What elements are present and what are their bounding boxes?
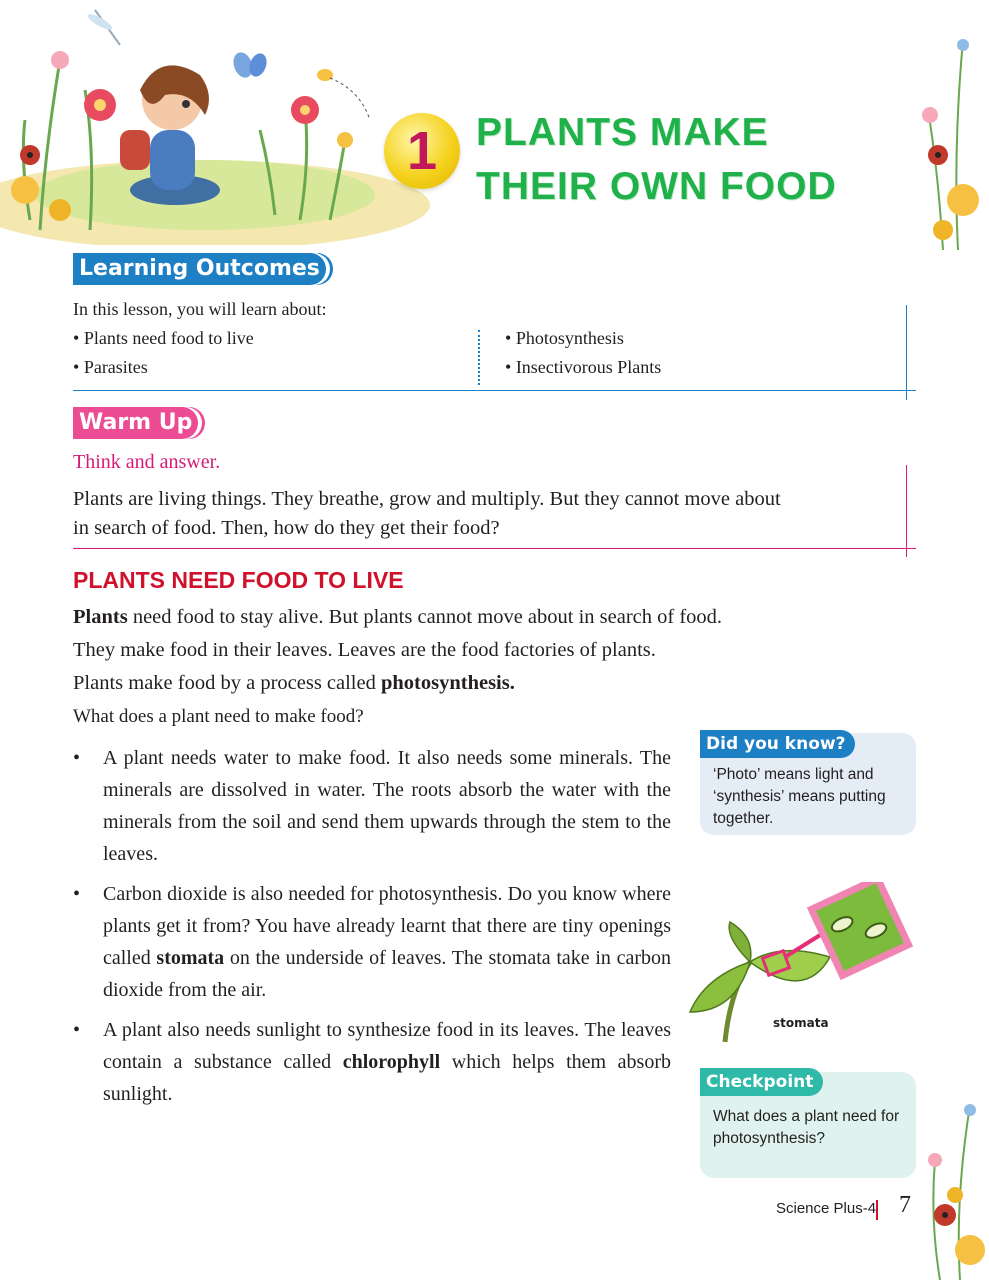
learning-outcome-text: Parasites <box>83 357 148 377</box>
chapter-number: 1 <box>406 121 438 181</box>
page-number: 7 <box>899 1192 911 1218</box>
section-question: What does a plant need to make food? <box>73 706 364 727</box>
checkpoint-text: What does a plant need for photosynthesis? <box>713 1108 900 1147</box>
learning-outcome-item: • Plants need food to live <box>73 328 254 348</box>
footer-book-title: Science Plus-4 <box>776 1200 877 1217</box>
divider-line <box>906 465 907 557</box>
learning-outcome-item: • Photosynthesis <box>505 328 624 348</box>
bullet-text: A plant also needs sunlight to synthesize food in its leaves. The leaves contain a substance called <box>103 1019 671 1073</box>
divider-line <box>73 548 916 549</box>
divider-line <box>73 390 916 391</box>
bullet-icon: • <box>73 883 81 905</box>
paragraph <box>73 601 873 634</box>
divider-line <box>906 305 907 400</box>
bullet-text: Carbon dioxide is also needed for photosynthesis. Do you know where plants get it from? You have already learnt that there are tiny openings called <box>103 883 671 969</box>
learning-outcome-item: • Insectivorous Plants <box>505 357 662 377</box>
warm-up-text-line2: in search of food. Then, how do they get their food? <box>73 517 500 539</box>
bold-term: stomata <box>156 947 225 969</box>
bullet-list <box>73 742 671 1118</box>
paragraph <box>73 667 873 700</box>
leaf-stomata-illustration <box>685 882 915 1042</box>
chapter-title-line2: THEIR OWN FOOD <box>476 165 837 208</box>
column-divider <box>478 330 480 385</box>
warm-up-heading: Warm Up <box>73 407 202 439</box>
footer-divider <box>876 1200 878 1220</box>
bullet-icon: • <box>73 747 81 769</box>
did-you-know-text: ‘Photo’ means light and ‘synthesis’ means putting together. <box>713 766 886 827</box>
floral-border-bottom-right <box>915 1100 989 1280</box>
section-body <box>73 601 873 700</box>
paragraph-text: Plants make food by a process called <box>73 672 381 694</box>
chapter-title <box>476 106 837 214</box>
warm-up-prompt: Think and answer. <box>73 451 221 473</box>
learning-outcome-text: Plants need food to live <box>83 328 254 348</box>
list-item <box>73 1014 671 1110</box>
bold-term: Plants <box>73 606 128 628</box>
bold-term: photosynthesis. <box>380 672 515 694</box>
paragraph: They make food in their leaves. Leaves are the food factories of plants. <box>73 639 656 661</box>
bullet-text: on the underside of leaves. The stomata take in carbon dioxide from the air. <box>103 947 671 1001</box>
bullet-icon: • <box>73 1019 81 1041</box>
section-heading: PLANTS NEED FOOD TO LIVE <box>73 567 404 593</box>
did-you-know-title: Did you know? <box>700 730 855 758</box>
learning-outcome-text: Photosynthesis <box>515 328 624 348</box>
checkpoint-title: Checkpoint <box>700 1068 823 1096</box>
warm-up-text-line1: Plants are living things. They breathe, grow and multiply. But they cannot move about <box>73 488 781 510</box>
chapter-title-line1: PLANTS MAKE <box>476 111 769 154</box>
bullet-text: A plant needs water to make food. It also needs some minerals. The minerals are dissolved in water. The roots absorb the water with the minerals from the soil and send them upwards through the stem to the leaves. <box>103 747 671 865</box>
learning-outcome-item: • Parasites <box>73 357 148 377</box>
stomata-label: stomata <box>773 1016 829 1030</box>
bullet-text: which helps them absorb sunlight. <box>103 1051 671 1105</box>
list-item <box>73 742 671 870</box>
learning-outcome-text: Insectivorous Plants <box>515 357 662 377</box>
floral-border-top-right <box>918 30 989 250</box>
bold-term: chlorophyll <box>342 1051 441 1073</box>
learning-outcomes-heading: Learning Outcomes <box>73 253 330 285</box>
paragraph-text: need food to stay alive. But plants cannot move about in search of food. <box>127 606 723 628</box>
learning-outcomes-intro: In this lesson, you will learn about: <box>73 299 327 319</box>
list-item <box>73 878 671 1006</box>
